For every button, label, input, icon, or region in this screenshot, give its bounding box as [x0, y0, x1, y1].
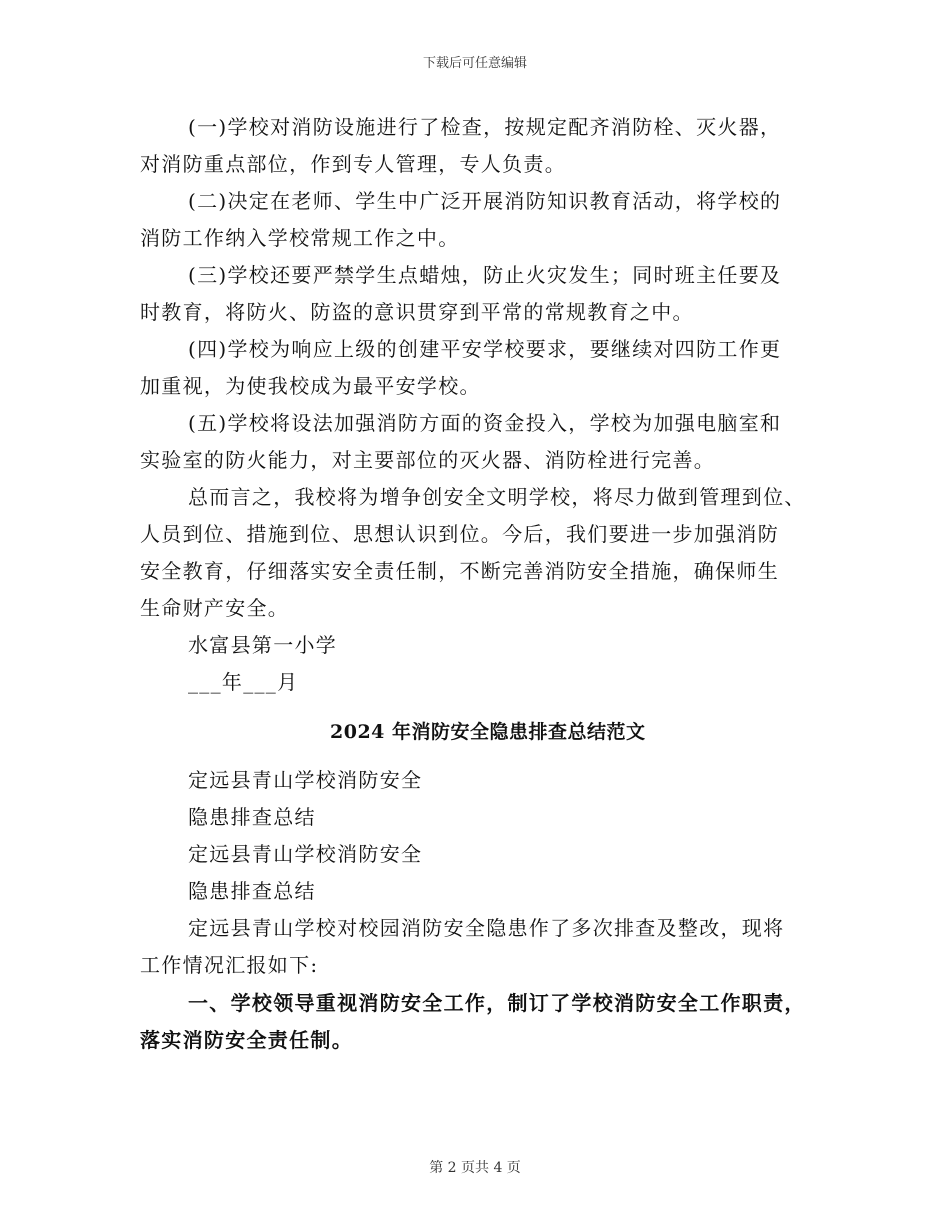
paragraph-line: 消防工作纳入学校常规工作之中。 [140, 226, 460, 250]
signature-school: 水富县第一小学 [188, 633, 338, 657]
paragraph-line: 安全教育，仔细落实安全责任制，不断完善消防安全措施，确保师生 [140, 559, 779, 583]
paragraph-line: 时教育，将防火、防盗的意识贯穿到平常的常规教育之中。 [140, 300, 694, 324]
paragraph-line: 总而言之，我校将为增争创安全文明学校，将尽力做到管理到位、 [188, 485, 806, 509]
section-title: 2024 年消防安全隐患排查总结范文 [330, 721, 646, 743]
paragraph-line: (三)学校还要严禁学生点蜡烛，防止火灾发生；同时班主任要及 [188, 263, 782, 287]
paragraph-line: 定远县青山学校对校园消防安全隐患作了多次排查及整改，现将 [188, 916, 785, 940]
paragraph-line: (四)学校为响应上级的创建平安学校要求，要继续对四防工作更 [188, 337, 782, 361]
paragraph-line: 隐患排查总结 [188, 879, 316, 903]
paragraph-line: 定远县青山学校消防安全 [188, 768, 423, 792]
paragraph-line: (五)学校将设法加强消防方面的资金投入，学校为加强电脑室和 [188, 411, 782, 435]
page-number: 第 2 页共 4 页 [429, 1160, 521, 1176]
paragraph-line: (一)学校对消防设施进行了检查，按规定配齐消防栓、灭火器， [188, 115, 782, 139]
paragraph-line: 人员到位、措施到位、思想认识到位。今后，我们要进一步加强消防 [140, 522, 779, 546]
bold-heading-line: 一、学校领导重视消防安全工作，制订了学校消防安全工作职责， [188, 991, 806, 1015]
page-header: 下载后可任意编辑 [422, 56, 527, 71]
paragraph-line: 隐患排查总结 [188, 805, 316, 829]
paragraph-line: 生命财产安全。 [140, 596, 290, 620]
paragraph-line: 加重视，为使我校成为最平安学校。 [140, 374, 481, 398]
signature-date: ___年___月 [188, 670, 299, 694]
bold-heading-line: 落实消防安全责任制。 [140, 1028, 353, 1052]
paragraph-line: (二)决定在老师、学生中广泛开展消防知识教育活动，将学校的 [188, 189, 782, 213]
paragraph-line: 工作情况汇报如下: [140, 953, 319, 977]
paragraph-line: 实验室的防火能力，对主要部位的灭火器、消防栓进行完善。 [140, 448, 716, 472]
paragraph-line: 对消防重点部位，作到专人管理，专人负责。 [140, 152, 566, 176]
paragraph-line: 定远县青山学校消防安全 [188, 842, 423, 866]
